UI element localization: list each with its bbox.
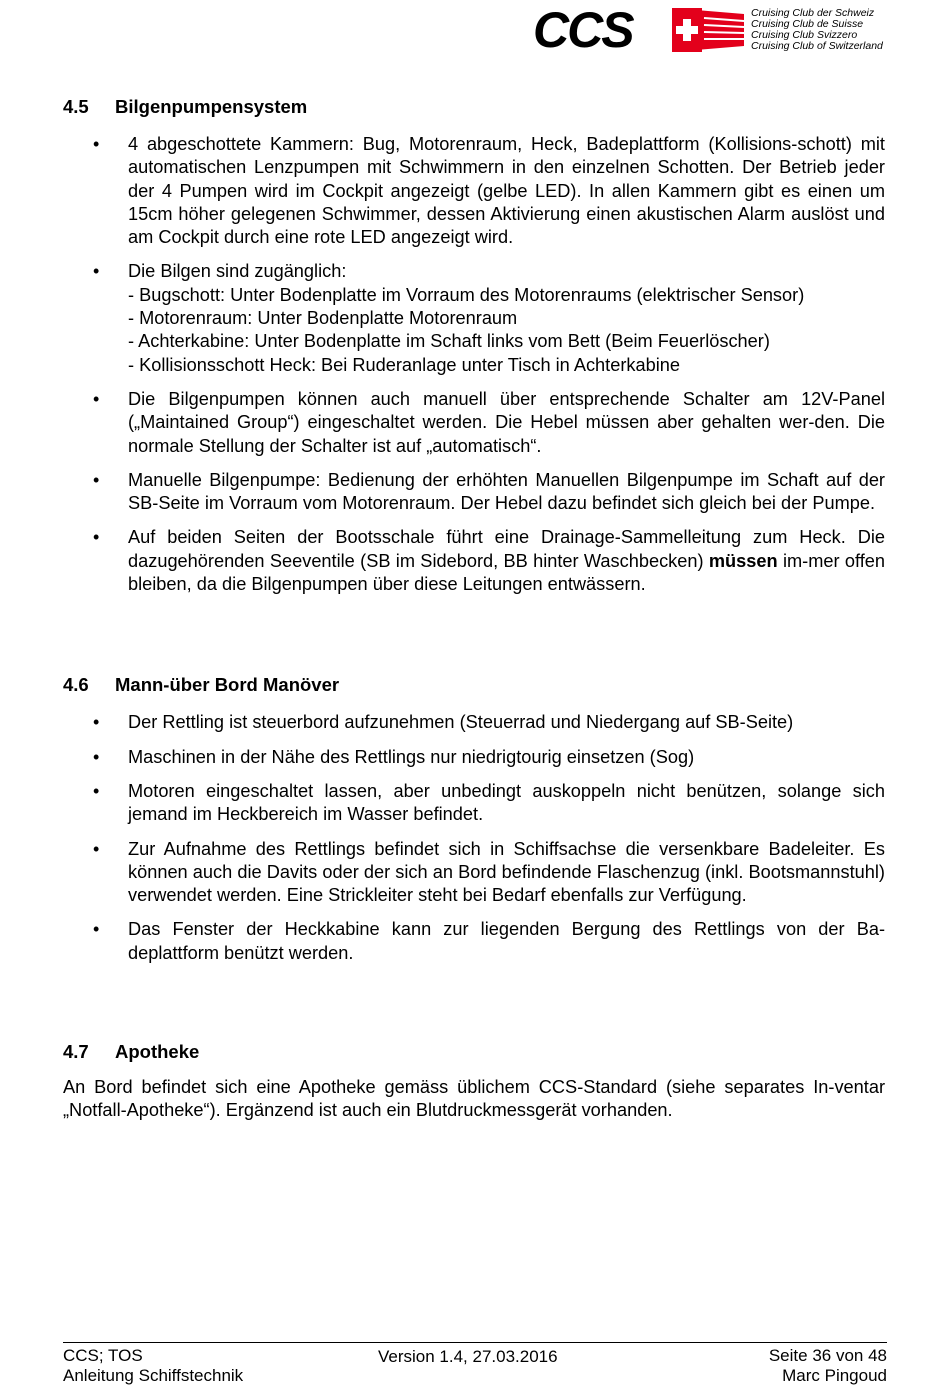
footer-page-number: Seite 36 von 48 <box>768 1346 887 1365</box>
footer-version: Version 1.4, 27.03.2016 <box>378 1347 558 1366</box>
section-number: 4.6 <box>63 674 89 696</box>
bullet-icon: • <box>93 919 100 940</box>
bullet-icon: • <box>93 712 100 733</box>
page-footer <box>63 1342 887 1386</box>
logo-wordmark: CCS <box>533 2 633 58</box>
footer-org: CCS; TOS <box>63 1346 143 1365</box>
list-item: • 4 abgeschottete Kammern: Bug, Motorenraum, Heck, Badeplattform (Kollisions-schott) mit automatischen Lenzpumpen mit Schwimmern in den einzelnen Schotten. Der Betrieb jeder der 4 Pumpen wird im Cockpit angezeigt (gelbe LED). In allen Kammern gibt es einen um 15cm höher gelegenen Schwimmer, dessen Aktivierung einen akustischen Alarm auslöst und am Cockpit durch eine rote LED angezeigt wird. <box>93 134 885 248</box>
club-name-de: Cruising Club der Schweiz <box>751 7 875 19</box>
section-heading <box>63 673 885 697</box>
section-title: Mann-über Bord Manöver <box>115 674 340 696</box>
list-item: • Die Bilgenpumpen können auch manuell über entsprechende Schalter am 12V-Panel („Maintained Group“) eingeschaltet werden. Die Hebel müssen aber gehalten wer-den. Die normale Stellung der Schalter ist auf „automatisch“. <box>93 388 885 456</box>
section-title: Bilgenpumpensystem <box>115 96 308 117</box>
bullet-list <box>63 711 885 965</box>
list-item: • Der Rettling ist steuerbord aufzunehmen (Steuerrad und Niedergang auf SB-Seite) <box>63 711 885 734</box>
club-names <box>751 8 896 52</box>
page-content <box>63 95 885 1123</box>
section-paragraph: An Bord befindet sich eine Apotheke gemäss üblichem CCS-Standard (siehe separates In-ventar „Notfall-Apotheke“). Ergänzend ist auch ein Blutdruckmessgerät vorhanden. <box>63 1077 885 1121</box>
list-item: • Die Bilgen sind zugänglich: - Bugschott: Unter Bodenplatte im Vorraum des Motorenraums (elektrischer Sensor) - Motorenraum: Unter Bodenplatte Motorenraum - Achterkabine: Unter Bodenplatte im Schaft links vom Bett (Beim Feuerlöscher) - Kollisionsschott Heck: Bei Ruderanlage unter Tisch in Achterkabine <box>93 261 805 375</box>
section-heading <box>63 1040 885 1064</box>
list-item: • Maschinen in der Nähe des Rettlings nur niedrigtourig einsetzen (Sog) <box>63 746 885 769</box>
list-item: • Das Fenster der Heckkabine kann zur liegenden Bergung des Rettlings von der Ba-deplattform benützt werden. <box>93 919 885 963</box>
club-name-en: Cruising Club of Switzerland <box>751 40 883 52</box>
bullet-icon: • <box>93 746 100 767</box>
section-title: Apotheke <box>115 1041 200 1063</box>
bullet-list <box>63 133 885 596</box>
bullet-icon: • <box>93 469 100 490</box>
bullet-icon: • <box>93 134 100 154</box>
bullet-icon: • <box>93 388 100 409</box>
bullet-icon: • <box>93 261 100 282</box>
footer-author: Marc Pingoud <box>782 1366 887 1385</box>
list-item: • Manuelle Bilgenpumpe: Bedienung der erhöhten Manuellen Bilgenpumpe im Schaft auf der SB-Seite im Vorraum vom Motorenraum. Der Hebel dazu befindet sich gleich bei der Pumpe. <box>93 469 885 514</box>
bullet-icon: • <box>93 527 100 548</box>
ccs-logo <box>533 2 893 58</box>
bullet-icon: • <box>93 838 100 859</box>
club-name-it: Cruising Club Svizzero <box>751 29 858 41</box>
section-number: 4.5 <box>63 96 89 117</box>
section-heading <box>63 95 885 119</box>
footer-doc-title: Anleitung Schiffstechnik <box>63 1366 244 1385</box>
bullet-icon: • <box>93 780 100 801</box>
list-item: • Zur Aufnahme des Rettlings befindet sich in Schiffsachse die versenkbare Badeleiter. Es können auch die Davits oder der sich an Bord befindende Flaschenzug (inkl. Bootsmannstuhl) verwendet werden. Eine Strickleiter steht bei Bedarf ebenfalls zur Verfügung. <box>93 838 885 906</box>
swiss-pennant-icon <box>672 8 744 52</box>
section-number: 4.7 <box>63 1041 89 1063</box>
list-item: • Auf beiden Seiten der Bootsschale führt eine Drainage-Sammelleitung zum Heck. Die dazugehörenden Seeventile (SB im Sidebord, BB hinter Waschbecken) müssen im-mer offen bleiben, da die Bilgenpumpen über diese Leitungen entwässern. <box>93 527 885 595</box>
list-item: • Motoren eingeschaltet lassen, aber unbedingt auskoppeln nicht benützen, solange sich jemand im Heckbereich im Wasser befindet. <box>93 780 885 825</box>
club-name-fr: Cruising Club de Suisse <box>751 18 864 30</box>
emphasis: müssen <box>708 550 778 571</box>
